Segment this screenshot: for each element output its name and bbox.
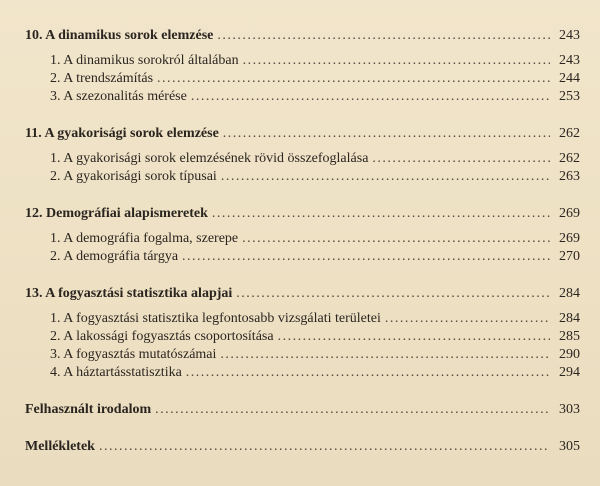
dot-leader	[182, 248, 550, 266]
toc-chapter-10[interactable]	[25, 27, 580, 45]
toc-item[interactable]	[25, 70, 580, 88]
toc-item[interactable]	[25, 88, 580, 106]
item-title: 1. A fogyasztási statisztika legfontosabb vizsgálati területei	[50, 311, 381, 326]
dot-leader	[278, 328, 550, 346]
dot-leader	[157, 70, 550, 88]
toc-item[interactable]	[25, 52, 580, 70]
dot-leader	[220, 346, 550, 364]
dot-leader	[191, 88, 550, 106]
item-title: 2. A gyakorisági sorok típusai	[50, 169, 217, 184]
toc-chapter-11[interactable]	[25, 125, 580, 143]
page-number: 243	[559, 28, 580, 43]
toc-item[interactable]	[25, 168, 580, 186]
page-number: 262	[559, 126, 580, 141]
dot-leader	[223, 125, 550, 143]
dot-leader	[242, 230, 550, 248]
toc-chapter-13[interactable]	[25, 285, 580, 303]
toc-item[interactable]	[25, 346, 580, 364]
toc-chapter-12[interactable]	[25, 205, 580, 223]
toc-item[interactable]	[25, 310, 580, 328]
toc-item[interactable]	[25, 364, 580, 382]
dot-leader	[385, 310, 550, 328]
dot-leader	[212, 205, 550, 223]
page-number: 290	[559, 347, 580, 362]
toc-item[interactable]	[25, 150, 580, 168]
page-number: 262	[559, 151, 580, 166]
item-title: 1. A gyakorisági sorok elemzésének rövid összefoglalása	[50, 151, 369, 166]
page-number: 244	[559, 71, 580, 86]
page-number: 263	[559, 169, 580, 184]
page-number: 294	[559, 365, 580, 380]
page-number: 284	[559, 311, 580, 326]
item-title: 3. A szezonalitás mérése	[50, 89, 187, 104]
item-title: 1. A demográfia fogalma, szerepe	[50, 231, 239, 246]
dot-leader	[217, 27, 550, 45]
chapter-title: 10. A dinamikus sorok elemzése	[25, 28, 214, 43]
dot-leader	[186, 364, 550, 382]
item-title: 1. A dinamikus sorokról általában	[50, 53, 239, 68]
page-number: 253	[559, 89, 580, 104]
page-number: 269	[559, 231, 580, 246]
chapter-title: 11. A gyakorisági sorok elemzése	[25, 126, 219, 141]
item-title: 2. A lakossági fogyasztás csoportosítása	[50, 329, 274, 344]
toc-item[interactable]	[25, 328, 580, 346]
page-number: 303	[559, 402, 580, 417]
page-number: 269	[559, 206, 580, 221]
toc-item[interactable]	[25, 248, 580, 266]
toc-item[interactable]	[25, 230, 580, 248]
references-title: Felhasznált irodalom	[25, 402, 152, 417]
dot-leader	[155, 401, 550, 419]
dot-leader	[221, 168, 550, 186]
item-title: 2. A demográfia tárgya	[50, 249, 179, 264]
dot-leader	[243, 52, 550, 70]
item-title: 2. A trendszámítás	[50, 71, 154, 86]
item-title: 3. A fogyasztás mutatószámai	[50, 347, 217, 362]
item-title: 4. A háztartásstatisztika	[50, 365, 182, 380]
dot-leader	[236, 285, 550, 303]
page-number: 285	[559, 329, 580, 344]
dot-leader	[99, 438, 550, 456]
appendices-title: Mellékletek	[25, 439, 95, 454]
toc-appendices[interactable]	[25, 438, 580, 456]
chapter-title: 12. Demográfiai alapismeretek	[25, 206, 208, 221]
page-number: 243	[559, 53, 580, 68]
page-number: 270	[559, 249, 580, 264]
page-number: 284	[559, 286, 580, 301]
chapter-title: 13. A fogyasztási statisztika alapjai	[25, 286, 233, 301]
table-of-contents	[25, 27, 580, 456]
toc-references[interactable]	[25, 401, 580, 419]
page-number: 305	[559, 439, 580, 454]
dot-leader	[372, 150, 550, 168]
